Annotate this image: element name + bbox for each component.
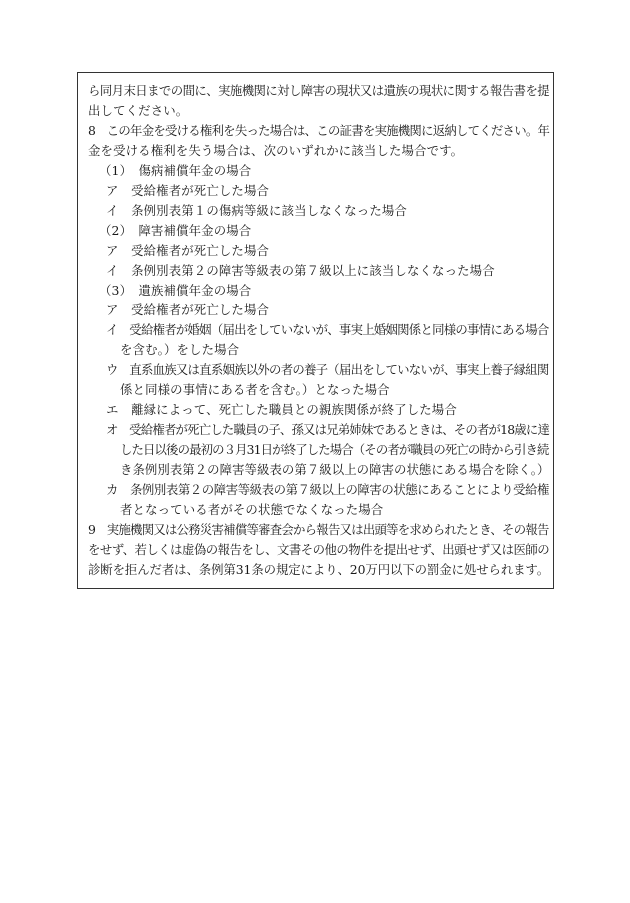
notice-line: 係と同様の事情にある者を含む。）となった場合 — [120, 382, 390, 398]
notice-line: （3） 遺族補償年金の場合 — [99, 282, 252, 298]
notice-line: イ 条例別表第２の障害等級表の第７級以上に該当しなくなった場合 — [106, 262, 495, 278]
notice-line: イ 受給権者が婚姻（届出をしていないが、事実上婚姻関係と同様の事情にある場合 — [106, 322, 549, 338]
notice-line: 診断を拒んだ者は、条例第31条の規定により、20万円以下の罰金に処せられます。 — [88, 561, 550, 577]
notice-line: 8 この年金を受ける権利を失った場合は、この証書を実施機関に返納してください。年 — [88, 122, 550, 138]
notice-line: ア 受給権者が死亡した場合 — [106, 302, 270, 318]
notice-line: 金を受ける権利を失う場合は、次のいずれかに該当した場合です。 — [88, 142, 464, 158]
notice-line: （1） 傷病補償年金の場合 — [99, 162, 252, 178]
notice-line: イ 条例別表第１の傷病等級に該当しなくなった場合 — [106, 202, 407, 218]
notice-line: ら同月末日までの間に、実施機関に対し障害の現状又は遺族の現状に関する報告書を提 — [88, 83, 550, 98]
notice-line: ウ 直系血族又は直系姻族以外の者の養子（届出をしていないが、事実上養子縁組関 — [106, 362, 549, 378]
notice-line: 者となっている者がその状態でなくなった場合 — [120, 501, 384, 517]
notice-line: 9 実施機関又は公務災害補償等審査会から報告又は出頭等を求められたとき、その報告 — [88, 521, 549, 537]
notice-line: き条例別表第２の障害等級表の第７級以上の障害の状態にある場合を除く。） — [120, 462, 550, 478]
notice-line: 出してください。 — [88, 102, 189, 118]
notice-line: カ 条例別表第２の障害等級表の第７級以上の障害の状態にあることにより受給権 — [106, 482, 550, 497]
notice-line: した日以後の最初の３月31日が終了した場合（その者が職員の死亡の時から引き続 — [120, 442, 549, 458]
notice-line: ア 受給権者が死亡した場合 — [106, 182, 270, 198]
notice-line: オ 受給権者が死亡した職員の子、孫又は兄弟姉妹であるときは、その者が18歳に達 — [106, 422, 550, 438]
notice-line: を含む。）をした場合 — [120, 342, 240, 358]
notice-line: （2） 障害補償年金の場合 — [99, 222, 252, 238]
notice-frame — [77, 72, 554, 589]
notice-line: エ 離縁によって、死亡した職員との親族関係が終了した場合 — [106, 402, 457, 418]
notice-line: ア 受給権者が死亡した場合 — [106, 242, 270, 258]
notice-line: をせず、若しくは虚偽の報告をし、文書その他の物件を提出せず、出頭せず又は医師の — [88, 541, 550, 557]
